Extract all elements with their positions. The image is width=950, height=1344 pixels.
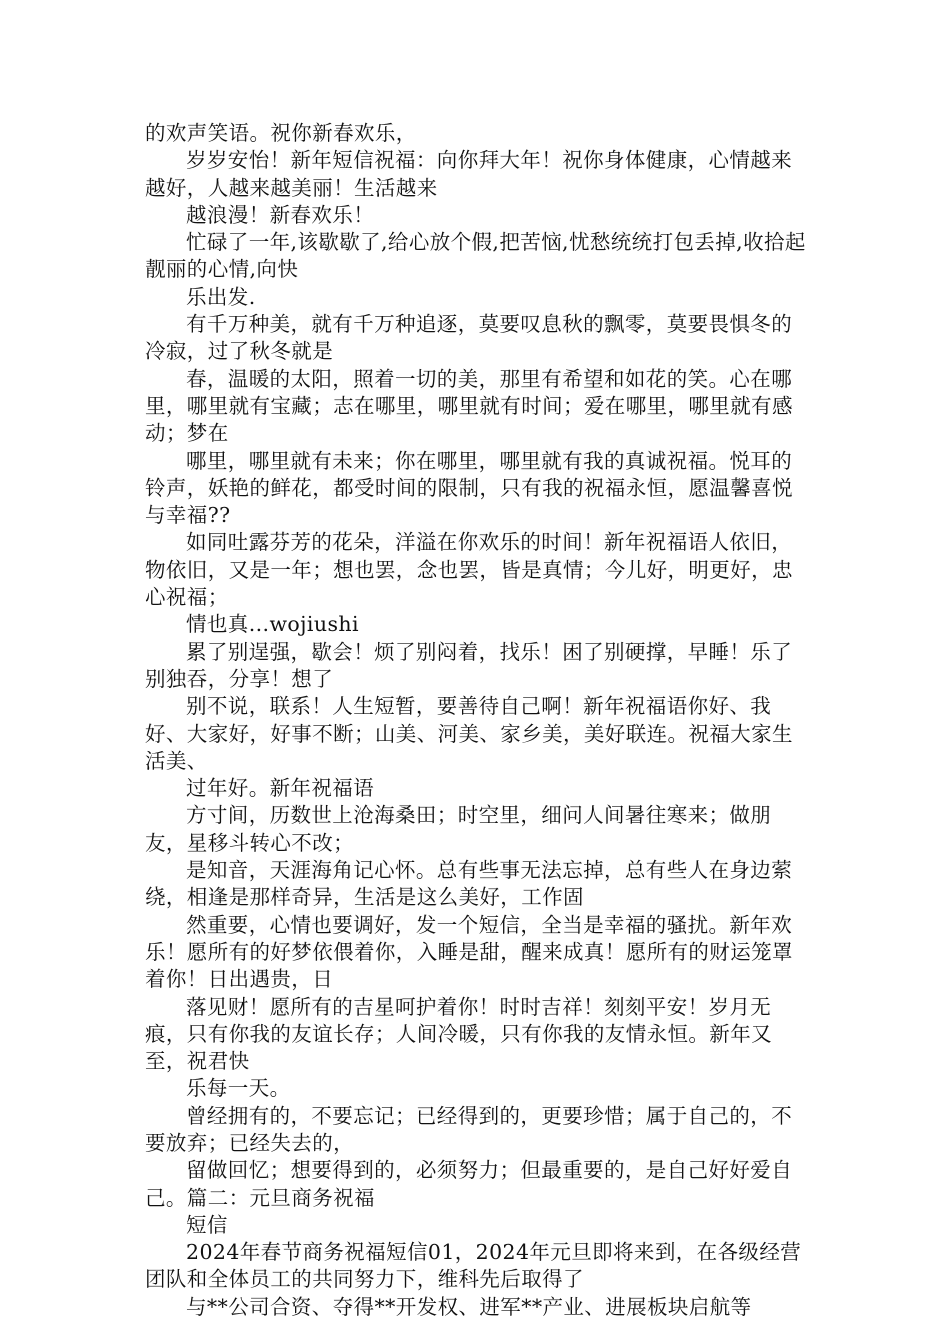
paragraph: 的欢声笑语。祝你新春欢乐， (145, 121, 417, 145)
paragraph: 乐每一天。 (186, 1076, 291, 1101)
paragraph: 别不说，联系！人生短暂，要善待自己啊！新年祝福语你好、我好、大家好，好事不断；山美、河美、家乡美，美好联连。祝福大家生活美、 (145, 694, 793, 773)
document-body (145, 120, 810, 1321)
paragraph: 乐出发. (186, 284, 256, 309)
paragraph: 岁岁安怡！新年短信祝福：向你拜大年！祝你身体健康，心情越来越好，人越来越美丽！生活越来 (145, 148, 793, 200)
paragraph: 哪里，哪里就有未来；你在哪里，哪里就有我的真诚祝福。悦耳的铃声，妖艳的鲜花，都受时间的限制，只有我的祝福永恒，愿温馨喜悦与幸福?? (145, 448, 793, 528)
paragraph: 累了别逞强，歇会！烦了别闷着，找乐！困了别硬撑，早睡！乐了别独吞，分享！想了 (145, 639, 793, 691)
paragraph: 越浪漫！新春欢乐！ (186, 202, 375, 227)
paragraph: 2024年春节商务祝福短信01，2024年元旦即将来到，在各级经营团队和全体员工的共同努力下，维科先后取得了 (145, 1240, 802, 1292)
paragraph: 然重要，心情也要调好，发一个短信，全当是幸福的骚扰。新年欢乐！愿所有的好梦依偎着你，入睡是甜，醒来成真！愿所有的财运笼罩着你！日出遇贵，日 (145, 912, 793, 992)
paragraph: 春，温暖的太阳，照着一切的美，那里有希望和如花的笑。心在哪里，哪里就有宝藏；志在哪里，哪里就有时间；爱在哪里，哪里就有感动；梦在 (145, 366, 793, 446)
paragraph: 如同吐露芬芳的花朵，洋溢在你欢乐的时间！新年祝福语人依旧，物依旧，又是一年；想也罢，念也罢，皆是真情；今儿好，明更好，忠心祝福； (145, 530, 793, 610)
paragraph: 是知音，天涯海角记心怀。总有些事无法忘掉，总有些人在身边萦绕，相逢是那样奇异，生活是这么美好，工作固 (145, 858, 793, 910)
paragraph: 忙碌了一年,该歇歇了,给心放个假,把苦恼,忧愁统统打包丢掉,收拾起靓丽的心情,向快 (145, 230, 806, 282)
paragraph: 过年好。新年祝福语 (186, 776, 375, 801)
paragraph: 落见财！愿所有的吉星呵护着你！时时吉祥！刻刻平安！岁月无痕，只有你我的友谊长存；人间冷暖，只有你我的友情永恒。新年又至，祝君快 (145, 994, 772, 1074)
paragraph: 情也真...wojiushi (186, 612, 359, 637)
paragraph: 有千万种美，就有千万种追逐，莫要叹息秋的飘零，莫要畏惧冬的冷寂，过了秋冬就是 (145, 312, 793, 364)
paragraph: 留做回忆；想要得到的，必须努力；但最重要的，是自己好好爱自己。篇二：元旦商务祝福 (145, 1158, 793, 1210)
paragraph: 曾经拥有的，不要忘记；已经得到的，更要珍惜；属于自己的，不要放弃；已经失去的， (145, 1103, 793, 1155)
paragraph: 短信 (186, 1212, 228, 1237)
paragraph: 与**公司合资、夺得**开发权、进军**产业、进展板块启航等 (186, 1294, 752, 1319)
paragraph: 方寸间，历数世上沧海桑田；时空里，细问人间暑往寒来；做朋友，星移斗转心不改； (145, 803, 772, 855)
